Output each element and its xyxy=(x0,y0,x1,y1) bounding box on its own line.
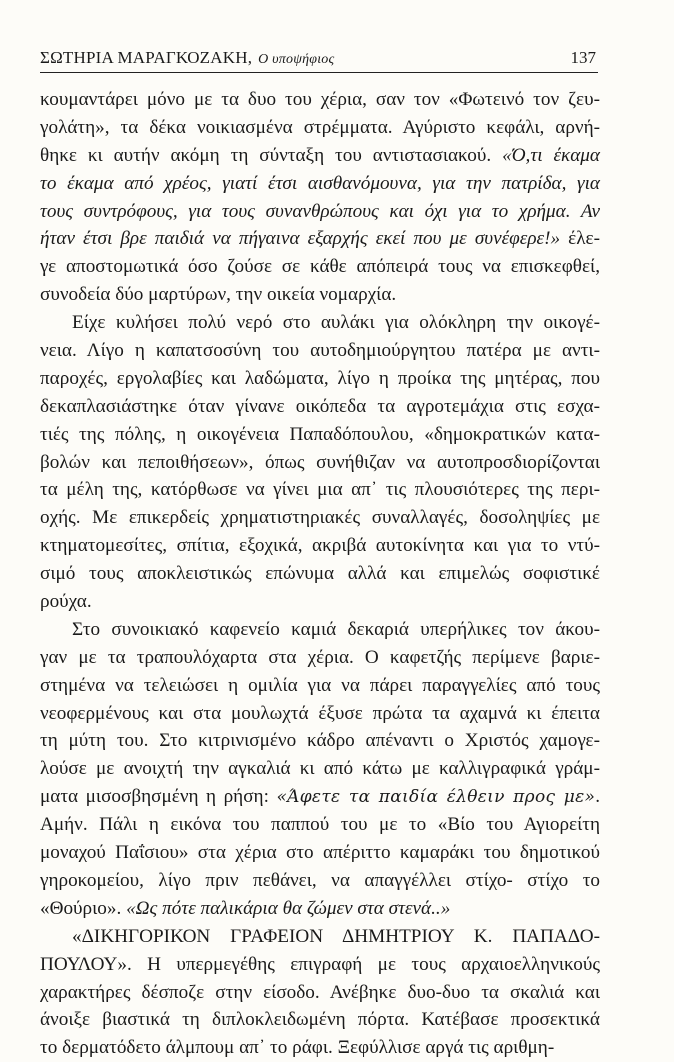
text-line xyxy=(40,867,600,895)
text-segment: νεοφερμένους και στα μουλωχτά έξυσε πρώτα τα αχαμνά κι έπειτα xyxy=(40,702,600,724)
text-segment: άνοιξε βιαστικά τη διπλοκλειδωμένη πόρτα. Κατέβασε προσεκτικά xyxy=(40,1009,600,1031)
text-segment: γηροκομείου, λίγο πριν πεθάνει, να απαγγέλλει στίχο- στίχο το xyxy=(40,869,600,891)
text-line xyxy=(40,198,600,226)
text-line xyxy=(40,421,600,449)
text-line xyxy=(40,449,600,477)
text-line xyxy=(40,727,600,755)
text-segment: Στο συνοικιακό καφενείο καμιά δεκαριά υπερήλικες τον άκου- xyxy=(72,618,600,640)
text-segment: παροχές, εργολαβίες και λαδώματα, λίγο η προίκα της μητέρας, που xyxy=(40,367,600,389)
running-header xyxy=(40,46,598,73)
text-segment: γαν με τα τραπουλόχαρτα στα χέρια. Ο καφετζής περίμενε βαριε- xyxy=(40,646,600,668)
page-number: 137 xyxy=(570,48,596,67)
text-segment: ματα μισοσβησμένη η ρήση: xyxy=(40,786,277,808)
quoted-text: «Ό,τι έκαμα xyxy=(502,144,600,166)
text-segment: χαρακτήρες δέσποζε στην είσοδο. Ανέβηκε δυο-δυο τα σκαλιά και xyxy=(40,981,600,1003)
author-name: ΣΩΤΗΡΙΑ ΜΑΡΑΓΚΟΖΑΚΗ, xyxy=(40,48,253,67)
text-segment: στημένα να τελειώσει η ομιλία για να πάρει παραγγελίες από τους xyxy=(40,674,600,696)
text-line xyxy=(40,560,600,588)
quoted-text: τους συντρόφους, για τους συνανθρώπους και όχι για το χρήμα. Αν xyxy=(40,200,600,222)
text-segment: συνοδεία δύο μαρτύρων, την οικεία νομαρχία. xyxy=(40,284,397,306)
quoted-text: ήταν έτσι βρε παιδιά να πήγαινα εξαρχής εκεί που με συνέφερε!» xyxy=(40,228,561,250)
text-line xyxy=(40,755,600,783)
text-segment: γολάτη», τα δέκα νοικιασμένα στρέμματα. Αγύριστο κεφάλι, αρνή- xyxy=(40,116,600,138)
text-segment: κουμαντάρει μόνο με τα δυο του χέρια, σαν τον «Φωτεινό τον ζευ- xyxy=(40,89,600,110)
text-line xyxy=(40,700,600,728)
text-segment: μοναχού Παΐσιου» στα χέρια στο απέριττο καμαράκι του δημοτικού xyxy=(40,842,600,864)
book-title: Ο υποψήφιος xyxy=(258,52,335,67)
quoted-text: «Ως πότε παλικάρια θα ζώμεν στα στενά..» xyxy=(126,897,451,919)
text-line xyxy=(40,225,600,253)
text-segment: Αμήν. Πάλι η εικόνα του παππού του με το «Βίο του Αγιορείτη xyxy=(40,814,600,836)
text-segment: λούσε με ανοιχτή την αγκαλιά κι από κάτω με καλλιγραφικά γράμ- xyxy=(40,758,600,780)
text-line xyxy=(40,142,600,170)
text-segment: σιμό τους αποκλειστικώς επώνυμα αλλά και επιμελώς σοφιστικέ xyxy=(40,563,600,585)
text-line xyxy=(40,1006,600,1034)
text-segment: οχής. Με επικερδείς χρηματιστηριακές συναλλαγές, δοσοληψίες με xyxy=(40,507,600,529)
body-text xyxy=(40,86,600,1062)
text-line xyxy=(40,504,600,532)
text-line xyxy=(40,979,600,1007)
text-segment: το δερματόδετο άλμπουμ απ᾽ το ράφι. Ξεφύλλισε αργά τις αριθμη- xyxy=(40,1037,555,1059)
text-line xyxy=(40,365,600,393)
text-segment: Είχε κυλήσει πολύ νερό στο αυλάκι για ολόκληρη την οικογέ- xyxy=(72,312,600,334)
text-line xyxy=(40,281,600,309)
text-line xyxy=(40,951,600,979)
text-line xyxy=(40,616,600,644)
text-segment: ρούχα. xyxy=(40,591,92,613)
paragraph xyxy=(40,86,600,309)
text-segment: βολών και πεποιθήσεων», όπως συνήθιζαν να αυτοπροσδιορίζονται xyxy=(40,451,600,473)
paragraph xyxy=(40,616,600,923)
text-line xyxy=(40,839,600,867)
text-segment: έλε- xyxy=(560,228,600,250)
text-segment: γε αποστομωτικά όσο ζούσε σε κάθε απόπειρά τους να επισκεφθεί, xyxy=(40,256,600,278)
text-line xyxy=(40,86,600,114)
text-segment: . xyxy=(595,786,600,808)
paragraph xyxy=(40,309,600,616)
text-segment: δεκαπλασιάστηκε όταν γίνανε οικόπεδα τα αγροτεμάχια στις εσχα- xyxy=(40,395,600,417)
text-segment: θηκε κι αυτήν ακόμη τη σύνταξη του αντιστασιακού. xyxy=(40,144,503,166)
text-line xyxy=(40,253,600,281)
text-segment: «Θούριο». xyxy=(40,897,127,919)
text-segment: ΠΟΥΛΟΥ». Η υπερμεγέθης επιγραφή με τους αρχαιοελληνικούς xyxy=(40,953,600,975)
text-line xyxy=(40,532,600,560)
text-line xyxy=(40,811,600,839)
header-author xyxy=(40,48,334,68)
text-line xyxy=(40,783,600,811)
text-segment: νεια. Λίγο η καπατσοσύνη του αυτοδημιούργητου πατέρα με αντι- xyxy=(40,340,600,362)
text-line xyxy=(40,393,600,421)
quoted-text: το έκαμα από χρέος, γιατί έτσι αισθανόμουνα, για την πατρίδα, για xyxy=(40,172,600,194)
text-line xyxy=(40,895,600,923)
text-line xyxy=(40,309,600,337)
text-line xyxy=(40,672,600,700)
text-segment: τιές της πόλης, η οικογένεια Παπαδόπουλου, «δημοκρατικών κατα- xyxy=(40,423,600,445)
text-segment: τη μύτη του. Στο κιτρινισμένο κάδρο απέναντι ο Χριστός χαμογε- xyxy=(40,730,600,752)
text-line xyxy=(40,476,600,504)
text-segment: κτηματομεσίτες, σπίτια, εξοχικά, ακριβά αυτοκίνητα και για το ντύ- xyxy=(40,535,600,557)
text-line xyxy=(40,588,600,616)
text-line xyxy=(40,337,600,365)
text-line xyxy=(40,644,600,672)
text-line xyxy=(40,170,600,198)
text-segment: τα μέλη της, κατόρθωσε να γίνει μια απ᾽ τις πλουσιότερες της περι- xyxy=(40,479,600,501)
text-line xyxy=(40,114,600,142)
paragraph xyxy=(40,923,600,1062)
text-segment: «ΔΙΚΗΓΟΡΙΚΟΝ ΓΡΑΦΕΙΟΝ ΔΗΜΗΤΡΙΟΥ Κ. ΠΑΠΑΔΟ- xyxy=(72,925,600,947)
text-line xyxy=(40,923,600,951)
text-line xyxy=(40,1034,600,1062)
quoted-text: «Άφετε τα παιδία έλθειν προς με» xyxy=(276,787,596,808)
